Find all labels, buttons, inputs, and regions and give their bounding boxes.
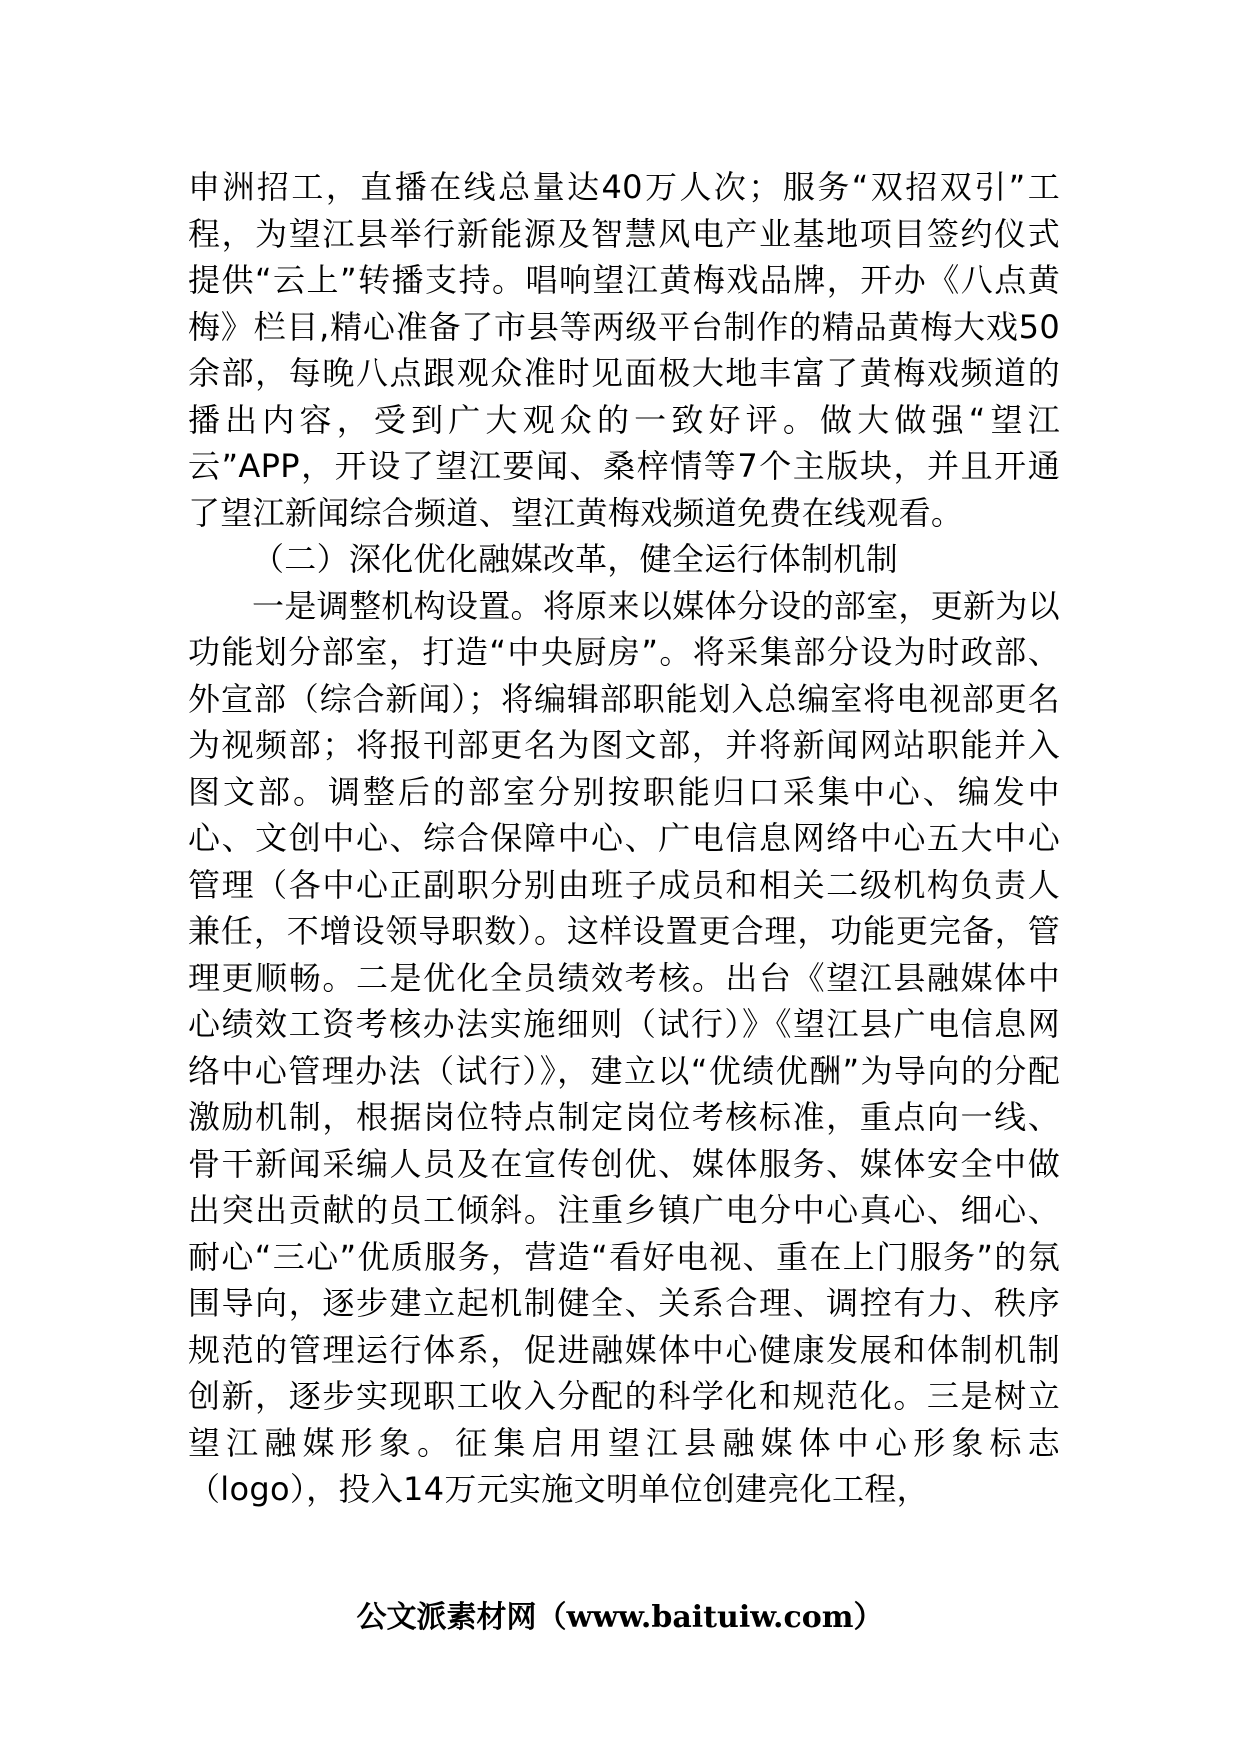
document-body [188, 164, 1060, 1513]
section-heading: （二）深化优化融媒改革，健全运行体制机制 [252, 540, 899, 578]
footer-watermark: 公文派素材网（www.baituiw.com） [356, 1600, 884, 1635]
body-paragraph: 一是调整机构设置。将原来以媒体分设的部室，更新为以功能划分部室，打造“中央厨房”。将采集部分设为时政部、外宣部（综合新闻）；将编辑部职能划入总编室将电视部更名为视频部；将报刊部更名为图文部，并将新闻网站职能并入图文部。调整后的部室分别按职能归口采集中心、编发中心、文创中心、综合保障中心、广电信息网络中心五大中心管理（各中心正副职分别由班子成员和相关二级机构负责人兼任，不增设领导职数）。这样设置更合理，功能更完备，管理更顺畅。二是优化全员绩效考核。出台《望江县融媒体中心绩效工资考核办法实施细则（试行）》《望江县广电信息网络中心管理办法（试行）》，建立以“优绩优酬”为导向的分配激励机制，根据岗位特点制定岗位考核标准，重点向一线、骨干新闻采编人员及在宣传创优、媒体服务、媒体安全中做出突出贡献的员工倾斜。注重乡镇广电分中心真心、细心、耐心“三心”优质服务，营造“看好电视、重在上门服务”的氛围导向，逐步建立起机制健全、关系合理、调控有力、秩序规范的管理运行体系，促进融媒体中心健康发展和体制机制创新，逐步实现职工收入分配的科学化和规范化。三是树立望江融媒形象。征集启用望江县融媒体中心形象标志（logo），投入14万元实施文明单位创建亮化工程， [188, 586, 1060, 1508]
continued-paragraph: 申洲招工，直播在线总量达40万人次；服务“双招双引”工程，为望江县举行新能源及智慧风电产业基地项目签约仪式提供“云上”转播支持。唱响望江黄梅戏品牌，开办《八点黄梅》栏目,精心准备了市县等两级平台制作的精品黄梅大戏50余部，每晚八点跟观众准时见面极大地丰富了黄梅戏频道的播出内容，受到广大观众的一致好评。做大做强“望江云”APP，开设了望江要闻、桑梓情等7个主版块，并且开通了望江新闻综合频道、望江黄梅戏频道免费在线观看。 [188, 168, 1060, 532]
